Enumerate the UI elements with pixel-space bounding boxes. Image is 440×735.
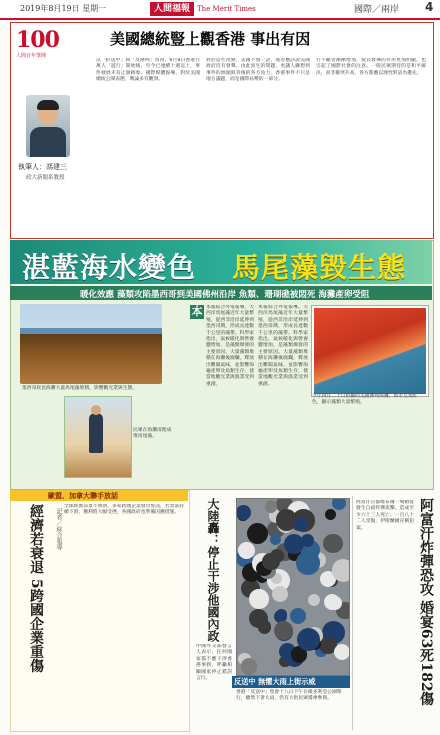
china-headline: 大陸轟：停止干涉他國內政 [206,498,220,642]
feature-subhead: 暖化效應 藻類攻陷墨西哥到美國佛州沿岸 魚類、珊瑚礁被悶死 海灘產卵受阻 [80,290,370,300]
centennial-logo [16,28,86,58]
beach-person-photo [64,396,132,478]
red-tide-photo [312,306,428,396]
opinion-column-1: 以「拒送中」與「反修例」為由，6月9日香港百萬人「遊行」開始後，至今已連續十週以上，事件發展未有止歇跡象。國際媒體報導，對於美國總統公開表態，輿論多有觀察。 [96,58,200,83]
protest-caption: 香港「反送中」集會十八日下午在維多利亞公園舉行，雖然下著大雨，仍有大批民眾撐傘參與。 [236,690,342,701]
afghan-headline: 阿富汗炸彈恐攻 婚宴63死182傷 [418,498,434,706]
afghan-body: 阿富汗首都喀布爾一場婚宴發生自殺炸彈攻擊，造成至少六十三人死亡、一百八十二人受傷，伊斯蘭國宣稱犯案。 [356,500,414,531]
brand-english: The Merit Times [197,4,256,13]
umbrella [249,609,268,628]
umbrella [265,500,278,513]
centennial-subtitle: 人間百年筆陣 [16,53,47,59]
feature-headline-a: 湛藍海水變色 [22,251,197,284]
umbrella [296,551,319,574]
economy-header: 歐盟、加拿大聯手放話 [48,492,118,500]
author-title: 政大新聞系教授 [26,175,65,181]
feature-body-col-2: 本報綜合外電報導，大西洋馬尾藻近年大量繁殖，從西非沿岸延伸到墨西哥灣，形成長達數千公里的藻帶。科學家指出，氣候暖化與營養鹽增加，是藻類爆發的主要原因。大量藻類堆積在海灘後腐爛，釋放出難聞氣味，並影響海龜產卵及魚類生存，使當地觀光業與漁業受到重創。 [258,305,308,387]
umbrella [294,517,308,531]
person-photo-caption: 民眾在海灘清理成堆馬尾藻。 [133,428,172,439]
umbrella [241,658,257,674]
umbrella [290,608,306,624]
china-body: 中國外交部發言人表示，任何國家都不應干涉香港事務，呼籲相關國家停止錯誤言行。 [196,644,232,682]
section-label: 國際／兩岸 [354,5,400,15]
feature-headline-b: 馬尾藻毀生態 [232,251,407,284]
issue-date: 2019年8月19日 星期一 [20,4,107,13]
seaweed-beach-photo [20,304,162,384]
umbrella [272,586,288,602]
dropcap: 本 [191,305,203,318]
umbrella [334,644,350,660]
umbrella [274,621,293,640]
umbrella [247,523,268,544]
red-tide-caption: 今年四月二十日拍攝的美國佛州海灘，海水呈現紅色，顯示藻類大量繁殖。 [312,394,418,405]
umbrella [249,589,268,608]
opinion-title: 美國總統豎上觀香港 事出有因 [110,30,311,48]
umbrella [332,559,350,581]
economy-headline: 經濟若衰退 5跨國企業重傷 [28,504,44,673]
umbrella [270,549,284,563]
umbrella-crowd-photo [236,498,350,676]
opinion-column-3: 行不斷者漸漸增加，使其發揮的作用更加明顯，也引起了國際社會的注意。一般民眾期待的是和平解決，而非衝突升高，各方都應以理性對話為優先。 [316,58,426,76]
centennial-number: 100 [16,27,59,53]
feature-body-col-1: 本報綜合外電報導，大西洋馬尾藻近年大量繁殖，從西非沿岸延伸到墨西哥灣，形成長達數千公里的藻帶。科學家指出，氣候暖化與營養鹽增加，是藻類爆發的主要原因。大量藻類堆積在海灘後腐爛，釋放出難聞氣味，並影響海龜產卵及魚類生存，使當地觀光業與漁業受到重創。 [206,305,254,387]
beach-photo-caption: 墨西哥坎昆海灘大量馬尾藻堆積，影響觀光業與生態。 [22,386,138,391]
protest-banner-text: 反送中 無懼大雨上街示威 [234,677,316,686]
umbrella [325,509,336,520]
umbrella [270,534,281,545]
umbrella [236,505,251,520]
umbrella [332,498,346,510]
author-portrait [26,95,70,157]
brand-logo: 人間福報 [150,2,194,16]
umbrella [308,594,320,606]
economy-byline: 記者／綜合報導 [55,508,62,550]
economy-body: 全球經濟前景不明朗，多家跨國企業發出警訊，若景氣持續下滑，獲利將大幅受挫，各國政府也準備因應措施。 [64,504,184,516]
umbrella [297,628,320,651]
umbrella [327,596,341,610]
umbrella [323,534,342,553]
author-name: 執筆人：馮建三 [18,163,67,171]
brand [150,1,256,16]
page-number: 4 [425,0,434,14]
opinion-column-2: 對於這些改變，美國不發一語，或者應該說美國政府沒有發聲。由此而生的問題，更讓人聯想到事件的源頭與背後的各方角力，香港事件不只是地方議題，而是國際局勢的一部分。 [206,58,310,83]
